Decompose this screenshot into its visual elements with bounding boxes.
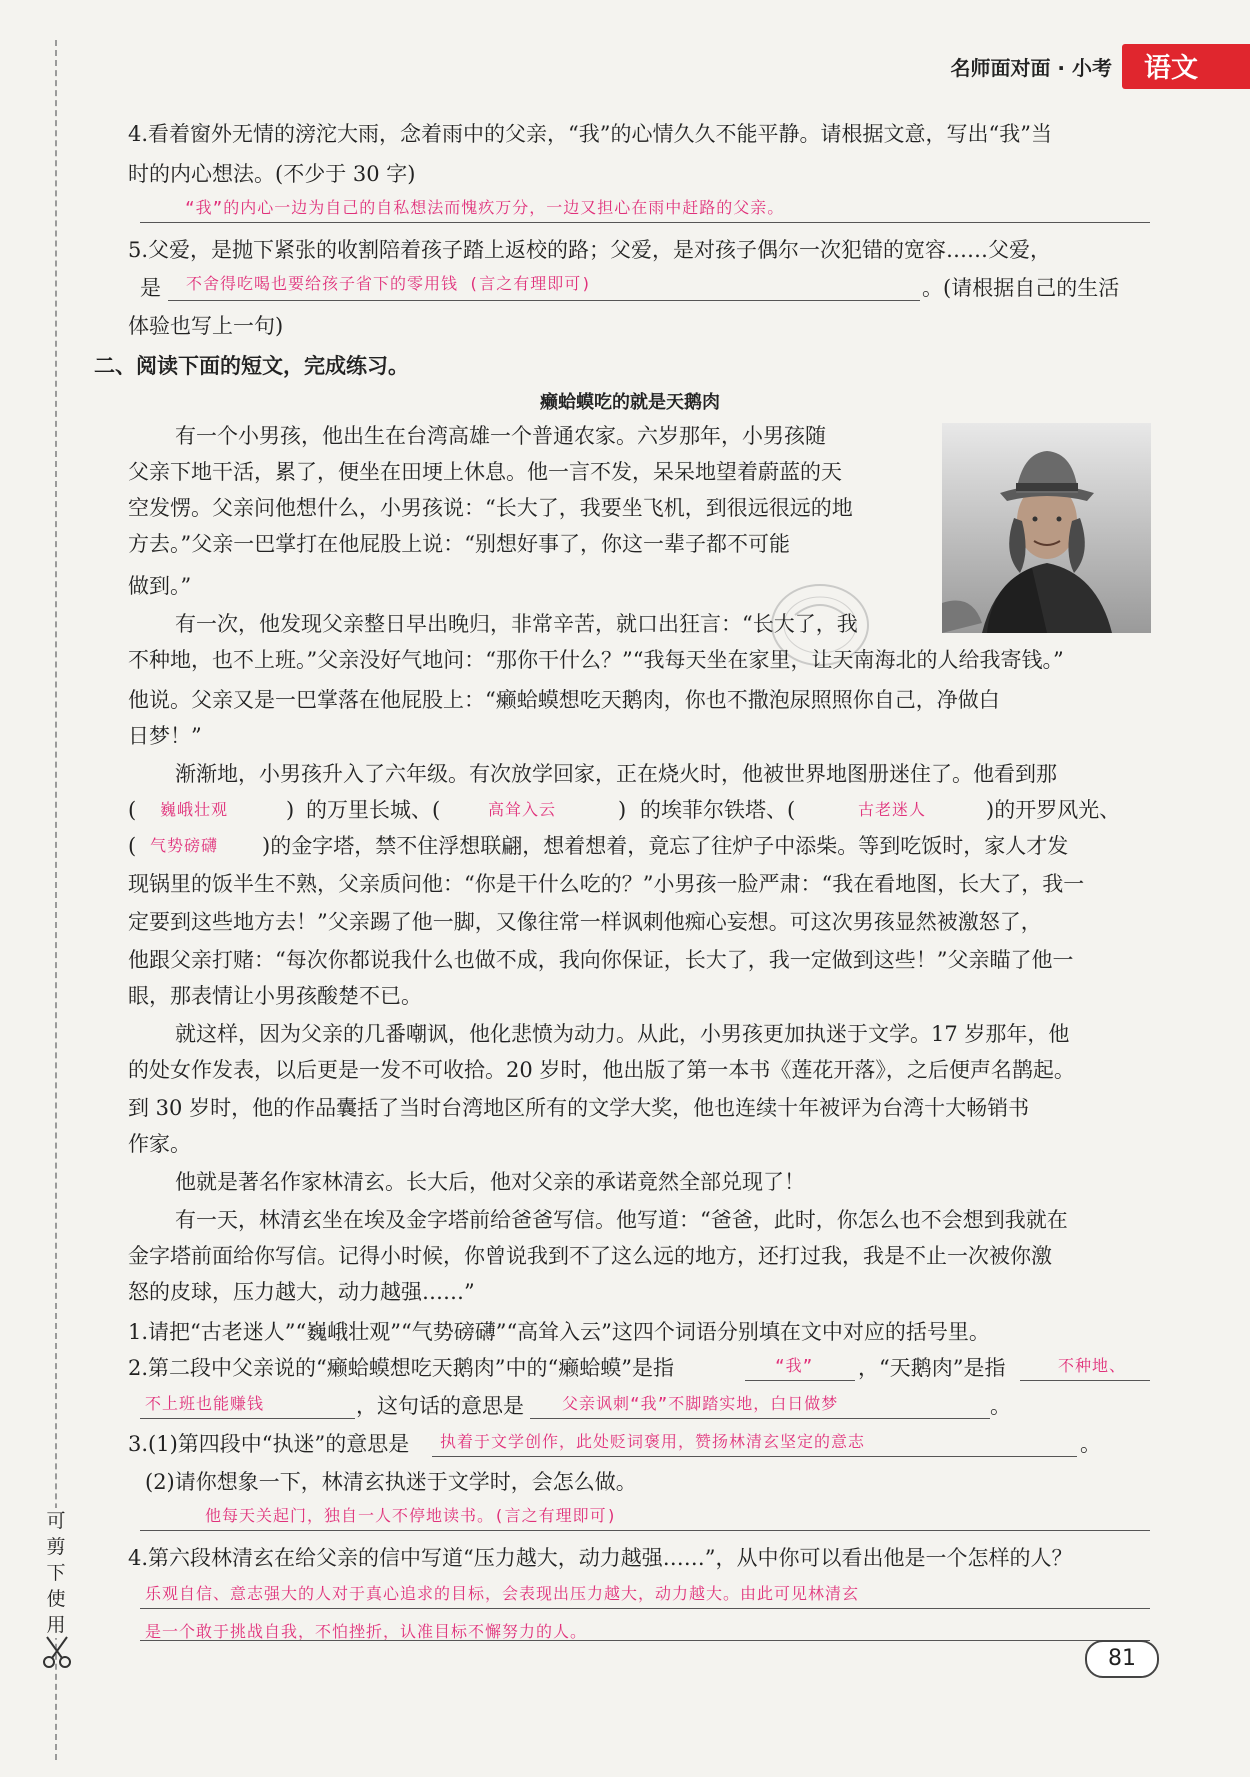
p3-line: 定要到这些地方去！”父亲踢了他一脚，又像往常一样讽刺他痴心妄想。可这次男孩显然被激怒了， [128,910,1042,934]
question-2-b: ，“天鹅肉”是指 [858,1356,1006,1380]
question-2-c: ，这句话的意思是 [356,1394,524,1418]
q5-top-answer: 不舍得吃喝也要给孩子省下的零用钱 (言之有理即可) [186,274,592,293]
q2-answer-3: 父亲讽刺“我”不脚踏实地，白日做梦 [562,1394,839,1413]
p4-line: 作家。 [128,1132,191,1156]
question-3-b: (2)请你想象一下，林清玄执迷于文学时，会怎么做。 [145,1470,637,1494]
p6-line: 怒的皮球，压力越大，动力越强……” [128,1280,475,1304]
q2-answer-2a: 不种地、 [1058,1356,1127,1375]
answer-line [140,1608,1150,1609]
question-2-d: 。 [990,1394,1011,1418]
p2-line: 日梦！” [128,724,202,748]
p3-seg: 的万里长城、( [306,798,441,822]
paren-open: ( [128,834,137,858]
answer-line [432,1456,1077,1457]
section-heading: 二、阅读下面的短文，完成练习。 [94,353,409,378]
question-4: 4.第六段林清玄在给父亲的信中写道“压力越大，动力越强……”，从中你可以看出他是一个怎样的人？ [128,1546,1073,1570]
scissors-icon [40,1635,74,1669]
p6-line: 金字塔前面给你写信。记得小时候，你曾说我到不了这么远的地方，还打过我，我是不止一次被你激 [128,1244,1052,1268]
page-header [950,46,1250,86]
p3-seg: )的开罗风光、 [986,798,1121,822]
p4-line: 到 30 岁时，他的作品囊括了当时台湾地区所有的文学大奖，他也连续十年被评为台湾十大畅销书 [128,1096,1030,1120]
q2-answer-2b: 不上班也能赚钱 [145,1394,265,1413]
author-photo [942,423,1151,633]
q3-answer-1: 执着于文学创作，此处贬词褒用，赞扬林清玄坚定的意志 [440,1432,866,1451]
question-3-a: 3.(1)第四段中“执迷”的意思是 [128,1432,410,1456]
p1-line: 有一个小男孩，他出生在台湾高雄一个普通农家。六岁那年，小男孩随 [175,424,826,448]
paren-open: ( [128,798,137,822]
q4-top-answer: “我”的内心一边为自己的自私想法而愧疚万分，一边又担心在雨中赶路的父亲。 [185,198,785,217]
subject-badge: 语文 [1122,44,1250,89]
p1-line: 做到。” [128,574,192,598]
blank-answer-2: 高耸入云 [488,800,557,819]
q5-top-suffix: 。(请根据自己的生活 [922,276,1120,300]
answer-line [168,300,920,301]
q4-top-line2: 时的内心想法。(不少于 30 字) [128,162,416,186]
q4-answer-2: 是一个敢于挑战自我，不怕挫折，认准目标不懈努力的人。 [145,1622,588,1641]
p2-line: 不种地，也不上班。”父亲没好气地问：“那你干什么？”“我每天坐在家里，让天南海北的人给我寄钱。” [128,648,1064,672]
q2-answer-1: “我” [775,1356,814,1375]
p5-line: 他就是著名作家林清玄。长大后，他对父亲的承诺竟然全部兑现了！ [175,1170,805,1194]
p1-line: 方去。”父亲一巴掌打在他屁股上说：“别想好事了，你这一辈子都不可能 [128,532,790,556]
answer-line [1020,1380,1150,1381]
answer-line [745,1380,855,1381]
p1-line: 空发愣。父亲问他想什么，小男孩说：“长大了，我要坐飞机，到很远很远的地 [128,496,853,520]
p3-seg: 的埃菲尔铁塔、( [640,798,796,822]
article-title: 癞蛤蟆吃的就是天鹅肉 [540,392,720,413]
blank-answer-1: 巍峨壮观 [160,800,229,819]
q4-answer-1: 乐观自信、意志强大的人对于真心追求的目标，会表现出压力越大，动力越大。由此可见林清玄 [145,1584,860,1603]
blank-answer-4: 气势磅礴 [150,836,219,855]
question-1: 1.请把“古老迷人”“巍峨壮观”“气势磅礴”“高耸入云”这四个词语分别填在文中对应的括号里。 [128,1320,990,1344]
answer-line [140,222,1150,223]
paren-close: ) [286,798,295,822]
answer-line [530,1418,990,1419]
q5-top-line1: 5.父爱，是抛下紧张的收割陪着孩子踏上返校的路；父爱，是对孩子偶尔一次犯错的宽容……父爱， [128,238,1052,262]
p3-seg: )的金字塔，禁不住浮想联翩，想着想着，竟忘了往炉子中添柴。等到吃饭时，家人才发 [262,834,1069,858]
p4-line: 的处女作发表，以后更是一发不可收拾。20 岁时，他出版了第一本书《莲花开落》，之后便声名鹊起。 [128,1058,1075,1082]
book-title: 名师面对面 · 小考 [950,55,1112,80]
q4-top-line1: 4.看着窗外无情的滂沱大雨，念着雨中的父亲，“我”的心情久久不能平静。请根据文意，写出“我”当 [128,122,1052,146]
cut-label: 可 剪 下 使 用 [46,1510,66,1636]
p3-line: 他跟父亲打赌：“每次你都说我什么也做不成，我向你保证，长大了，我一定做到这些！”父亲瞄了他一 [128,948,1074,972]
p2-line: 他说。父亲又是一巴掌落在他屁股上：“癞蛤蟆想吃天鹅肉，你也不撒泡尿照照你自己，净做白 [128,688,1000,712]
p3-line: 渐渐地，小男孩升入了六年级。有次放学回家，正在烧火时，他被世界地图册迷住了。他看到那 [175,762,1057,786]
q5-top-prefix: 是 [140,276,161,300]
answer-line [140,1418,355,1419]
p4-line: 就这样，因为父亲的几番嘲讽，他化悲愤为动力。从此，小男孩更加执迷于文学。17 岁那年，他 [175,1022,1070,1046]
p6-line: 有一天，林清玄坐在埃及金字塔前给爸爸写信。他写道：“爸爸，此时，你怎么也不会想到我就在 [175,1208,1068,1232]
p3-line: 眼，那表情让小男孩酸楚不已。 [128,984,422,1008]
question-3-end: 。 [1080,1432,1101,1456]
cut-line [55,40,57,1760]
p1-line: 父亲下地干活，累了，便坐在田埂上休息。他一言不发，呆呆地望着蔚蓝的天 [128,460,842,484]
answer-line [140,1530,1150,1531]
p2-line: 有一次，他发现父亲整日早出晚归，非常辛苦，就口出狂言：“长大了，我 [175,612,858,636]
blank-answer-3: 古老迷人 [858,800,927,819]
paren-close: ) [618,798,627,822]
question-2-a: 2.第二段中父亲说的“癞蛤蟆想吃天鹅肉”中的“癞蛤蟆”是指 [128,1356,674,1380]
q5-top-line3: 体验也写上一句) [128,314,284,338]
answer-line [140,1640,1150,1641]
page-number: 81 [1085,1640,1159,1678]
p3-line: 现锅里的饭半生不熟，父亲质问他：“你是干什么吃的？”小男孩一脸严肃：“我在看地图，长大了，我一 [128,872,1085,896]
q3-answer-2: 他每天关起门，独自一人不停地读书。(言之有理即可) [205,1506,618,1525]
